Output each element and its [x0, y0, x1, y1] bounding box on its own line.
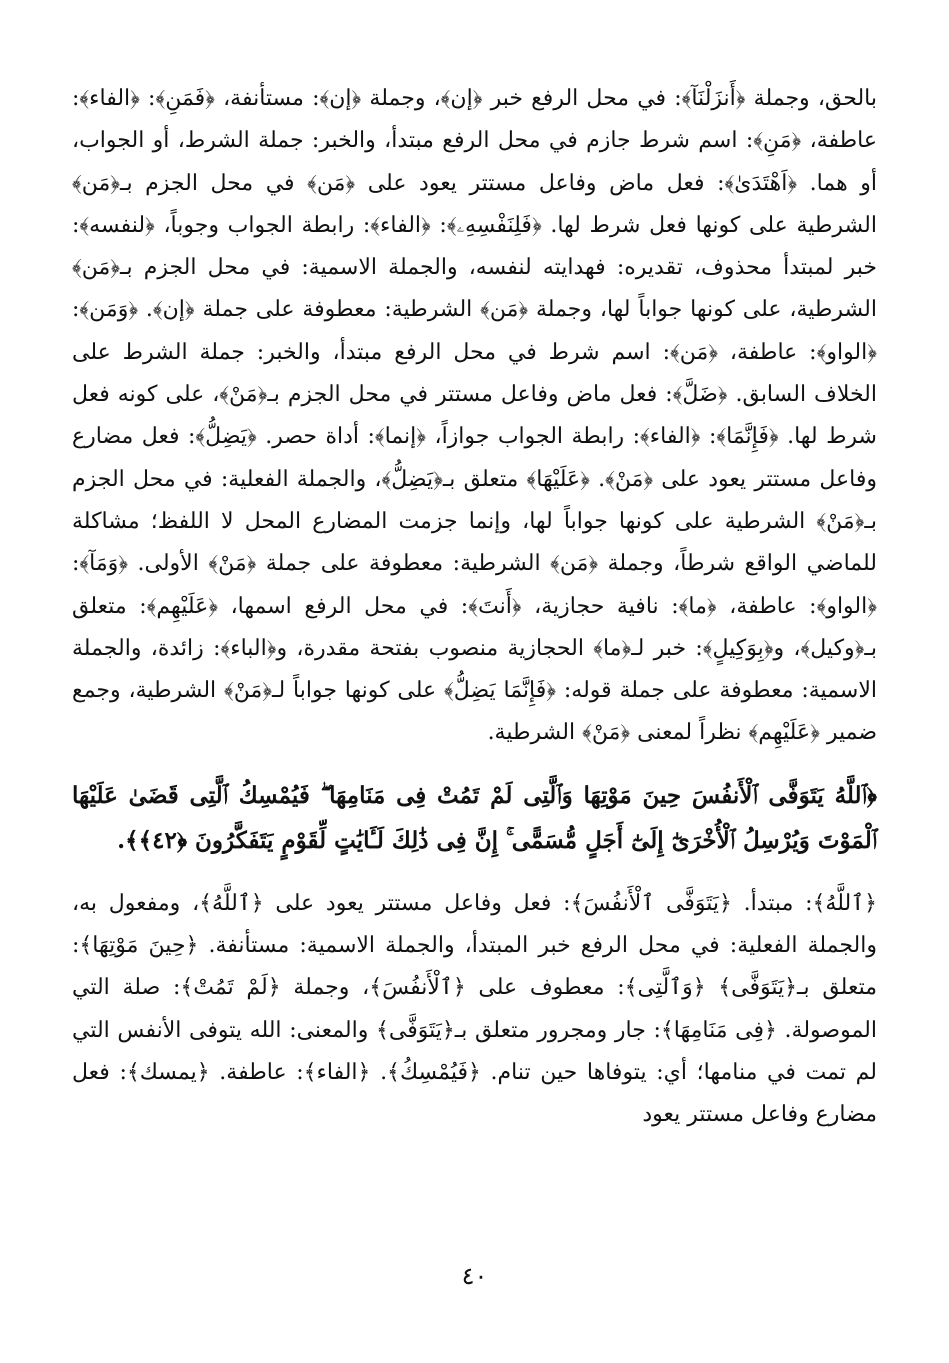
page-number: ٤٠ — [461, 1262, 488, 1290]
commentary-paragraph-2: ﴿ٱللَّهُ﴾: مبتدأ. ﴿يَتَوَفَّى ٱلْأَنفُسَ﴾: فعل وفاعل مستتر يعود على ﴿ٱللَّهُ﴾، ومفعول به، والجملة الفعلية: في محل الرفع خبر المبتدأ، والجملة الاسمية: مستأنفة. ﴿حِينَ مَوْتِهَا﴾: متعلق بـ﴿يَتَوَفَّى﴾ ﴿وَٱلَّتِى﴾: معطوف على ﴿ٱلْأَنفُسَ﴾، وجملة ﴿لَمْ تَمُتْ﴾: صلة التي الموصولة. ﴿فِى مَنَامِهَا﴾: جار ومجرور متعلق بـ﴿يَتَوَفَّى﴾ والمعنى: الله يتوفى الأنفس التي لم تمت في منامها؛ أي: يتوفاها حين تنام. ﴿فَيُمْسِكُ﴾. ﴿الفاء﴾: عاطفة. ﴿يمسك﴾: فعل مضارع وفاعل مستتر يعود — [72, 890, 878, 1128]
quran-verse: ﴿ٱللَّهُ يَتَوَفَّى ٱلْأَنفُسَ حِينَ مَوْتِهَا وَٱلَّتِى لَمْ تَمُتْ فِى مَنَامِهَا ۖ فَيُمْسِكُ ٱلَّتِى قَضَىٰ عَلَيْهَا ٱلْمَوْتَ وَيُرْسِلُ ٱلْأُخْرَىٰٓ إِلَىٰٓ أَجَلٍ مُّسَمًّى ۚ إِنَّ فِى ذَٰلِكَ لَـَٔايَٰتٍ لِّقَوْمٍ يَتَفَكَّرُونَ ﴿٤٢﴾﴾. — [72, 781, 877, 854]
commentary-paragraph-1: بالحق، وجملة ﴿أَنزَلْنَآ﴾: في محل الرفع خبر ﴿إن﴾، وجملة ﴿إن﴾: مستأنفة، ﴿فَمَنِ﴾: ﴿الفاء﴾: عاطفة، ﴿مَنِ﴾: اسم شرط جازم في محل الرفع مبتدأ، والخبر: جملة الشرط، أو الجواب، أو هما. ﴿اَهْتَدَىٰ﴾: فعل ماض وفاعل مستتر يعود على ﴿مَن﴾ في محل الجزم بـ﴿مَن﴾ الشرطية على كونها فعل شرط لها. ﴿فَلِنَفْسِهِۦ﴾: ﴿الفاء﴾: رابطة الجواب وجوباً، ﴿لنفسه﴾: خبر لمبتدأ محذوف، تقديره: فهدايته لنفسه، والجملة الاسمية: في محل الجزم بـ﴿مَن﴾ الشرطية، على كونها جواباً لها، وجملة ﴿مَن﴾ الشرطية: معطوفة على جملة ﴿إن﴾. ﴿وَمَن﴾: ﴿الواو﴾: عاطفة، ﴿مَن﴾: اسم شرط في محل الرفع مبتدأ، والخبر: جملة الشرط على الخلاف السابق. ﴿ضَلَّ﴾: فعل ماض وفاعل مستتر في محل الجزم بـ﴿مَنْ﴾، على كونه فعل شرط لها. ﴿فَإِنَّمَا﴾: ﴿الفاء﴾: رابطة الجواب جوازاً، ﴿إنما﴾: أداة حصر. ﴿يَضِلُّ﴾: فعل مضارع وفاعل مستتر يعود على ﴿مَنْ﴾. ﴿عَلَيْهَا﴾ متعلق بـ﴿يَضِلُّ﴾، والجملة الفعلية: في محل الجزم بـ﴿مَنْ﴾ الشرطية على كونها جواباً لها، وإنما جزمت المضارع المحل لا اللفظ؛ مشاكلة للماضي الواقع شرطاً، وجملة ﴿مَن﴾ الشرطية: معطوفة على جملة ﴿مَنْ﴾ الأولى. ﴿وَمَآ﴾: ﴿الواو﴾: عاطفة، ﴿ما﴾: نافية حجازية، ﴿أَنتَ﴾: في محل الرفع اسمها، ﴿عَلَيْهِم﴾: متعلق بـ﴿وكيل﴾، و﴿بِوَكِيلٍ﴾: خبر لـ﴿ما﴾ الحجازية منصوب بفتحة مقدرة، و﴿الباء﴾: زائدة، والجملة الاسمية: معطوفة على جملة قوله: ﴿فَإِنَّمَا يَضِلُّ﴾ على كونها جواباً لـ﴿مَنْ﴾ الشرطية، وجمع ضمير ﴿عَلَيْهِم﴾ نظراً لمعنى ﴿مَنْ﴾ الشرطية. — [72, 86, 877, 746]
